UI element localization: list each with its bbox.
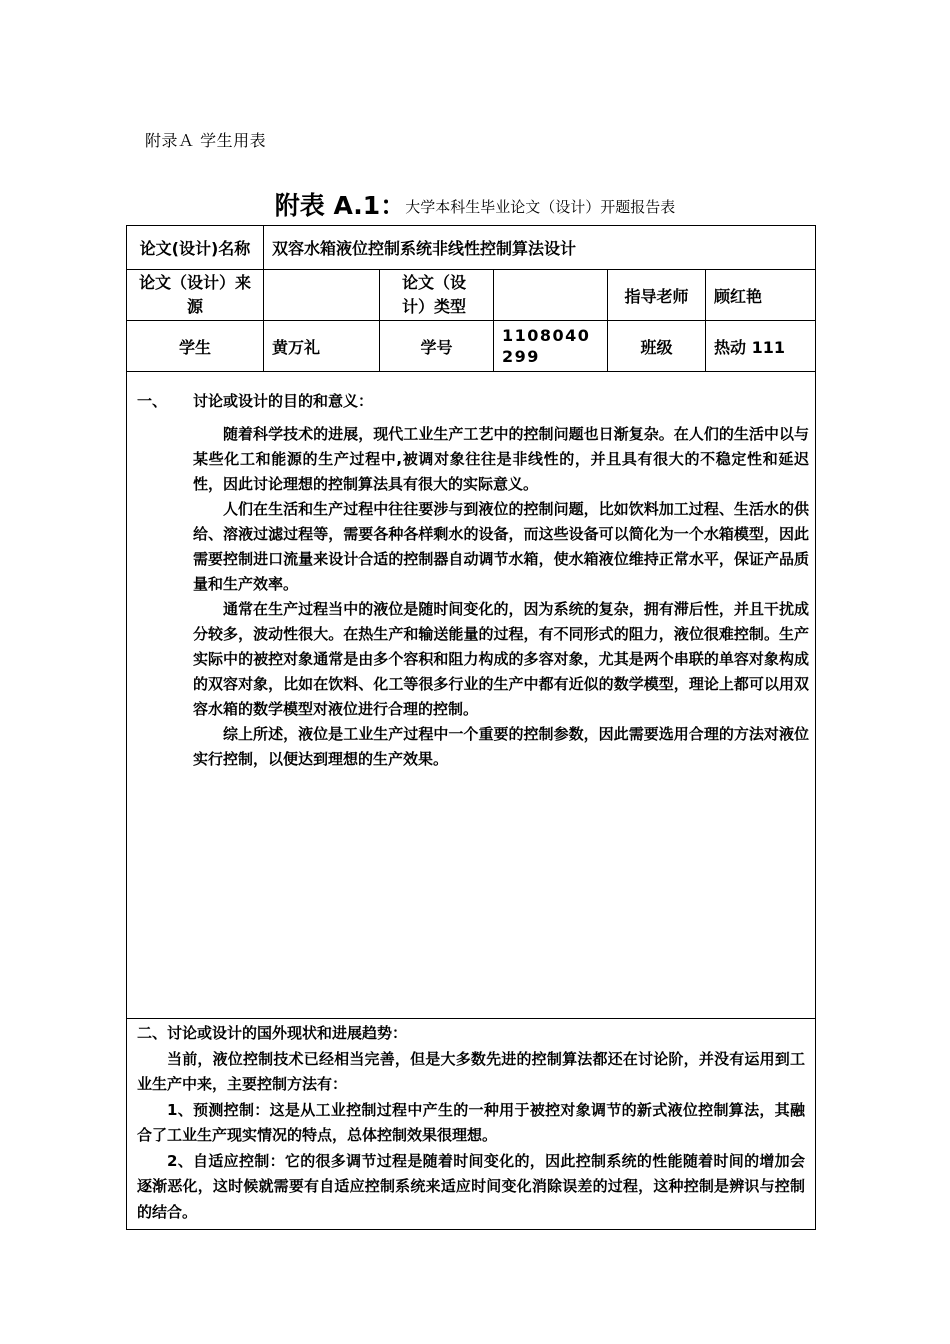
thesis-title-label: 论文(设计)名称 <box>127 226 264 270</box>
proposal-form-table <box>126 225 816 1230</box>
paragraph: 1、预测控制：这是从工业控制过程中产生的一种用于被控对象调节的新式液位控制算法，其融合了工业生产现实情况的特点，总体控制效果很理想。 <box>137 1100 805 1144</box>
class-value: 热动 111 <box>706 321 816 372</box>
advisor-value: 顾红艳 <box>706 270 816 321</box>
title-main: 附表 A.1： <box>274 191 406 220</box>
paragraph: 综上所述，液位是工业生产过程中一个重要的控制参数，因此需要选用合理的方法对液位实行控制，以便达到理想的生产效果。 <box>193 725 809 768</box>
appendix-label: 附录Ａ 学生用表 <box>145 131 267 150</box>
section-status <box>127 1019 816 1230</box>
advisor-label: 指导老师 <box>608 270 706 321</box>
section-purpose-body <box>193 422 809 772</box>
class-label: 班级 <box>608 321 706 372</box>
paragraph: 人们在生活和生产过程中往往要涉与到液位的控制问题，比如饮料加工过程、生活水的供给、溶液过滤过程等，需要各种各样剩水的设备，而这些设备可以简化为一个水箱模型，因此需要控制进口流量来设计合适的控制器自动调节水箱，使水箱液位维持正常水平，保证产品质量和生产效率。 <box>193 500 809 593</box>
section-purpose-number: 一、 <box>137 392 168 410</box>
title-sub: 大学本科生毕业论文（设计）开题报告表 <box>405 198 676 216</box>
student-value: 黄万礼 <box>264 321 380 372</box>
thesis-source-value <box>264 270 380 321</box>
section-purpose-heading <box>137 390 373 411</box>
section-purpose-title: 讨论或设计的目的和意义： <box>193 392 374 410</box>
page-title <box>0 186 950 222</box>
thesis-type-label: 论文（设计）类型 <box>380 270 494 321</box>
student-label: 学生 <box>127 321 264 372</box>
thesis-source-label: 论文（设计）来源 <box>127 270 264 321</box>
paragraph: 随着科学技术的进展，现代工业生产工艺中的控制问题也日渐复杂。在人们的生活中以与某些化工和能源的生产过程中,被调对象往往是非线性的，并且具有很大的不稳定性和延迟性，因此讨论理想的控制算法具有很大的实际意义。 <box>193 425 809 493</box>
paragraph: 通常在生产过程当中的液位是随时间变化的，因为系统的复杂，拥有滞后性，并且干扰成分较多，波动性很大。在热生产和输送能量的过程，有不同形式的阻力，液位很难控制。生产实际中的被控对象通常是由多个容积和阻力构成的多容对象，尤其是两个串联的单容对象构成的双容对象，比如在饮料、化工等很多行业的生产中都有近似的数学模型，理论上都可以用双容水箱的数学模型对液位进行合理的控制。 <box>193 600 809 718</box>
paragraph: 当前，液位控制技术已经相当完善，但是大多数先进的控制算法都还在讨论阶，并没有运用到工业生产中来，主要控制方法有： <box>137 1049 805 1093</box>
section-status-heading: 二、讨论或设计的国外现状和进展趋势： <box>137 1024 408 1042</box>
section-purpose <box>127 372 816 1019</box>
student-id-label: 学号 <box>380 321 494 372</box>
paragraph: 2、自适应控制：它的很多调节过程是随着时间变化的，因此控制系统的性能随着时间的增加会逐渐恶化，这时候就需要有自适应控制系统来适应时间变化消除误差的过程，这种控制是辨识与控制的结合。 <box>137 1151 805 1221</box>
thesis-title-value: 双容水箱液位控制系统非线性控制算法设计 <box>264 226 816 270</box>
thesis-type-value <box>494 270 608 321</box>
student-id-value: 1108040299 <box>494 321 608 372</box>
